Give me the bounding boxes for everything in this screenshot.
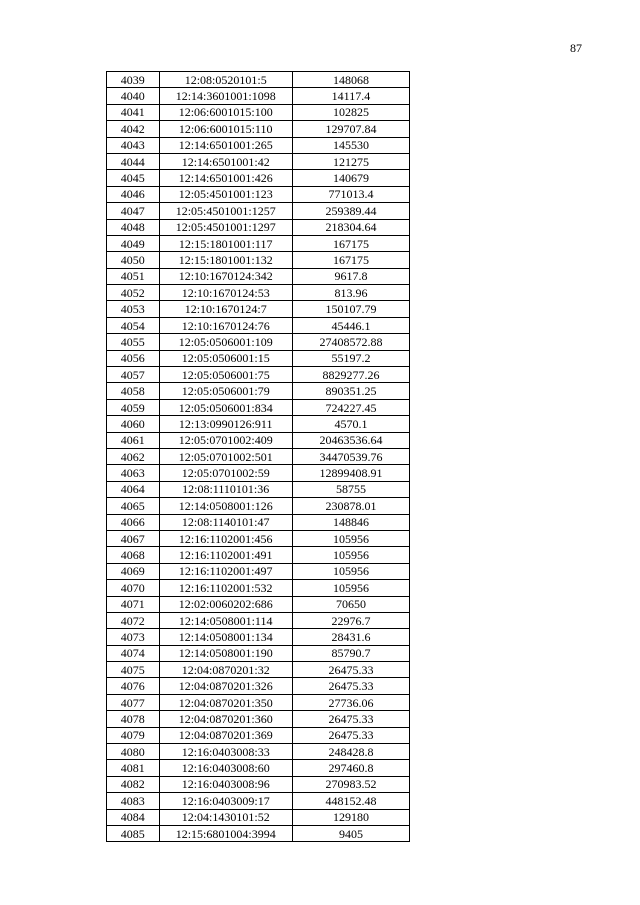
table-row — [107, 662, 410, 678]
table-row — [107, 137, 410, 153]
row-number-cell: 4065 — [107, 498, 160, 514]
cadastral-number-cell: 12:15:1801001:132 — [159, 252, 292, 268]
cadastral-value-cell: 85790.7 — [292, 645, 409, 661]
row-number-cell: 4062 — [107, 448, 160, 464]
cadastral-value-cell: 9405 — [292, 825, 409, 841]
cadastral-number-cell: 12:14:0508001:114 — [159, 612, 292, 628]
table-row — [107, 448, 410, 464]
cadastral-number-cell: 12:06:6001015:100 — [159, 104, 292, 120]
table-row — [107, 629, 410, 645]
cadastral-value-cell: 22976.7 — [292, 612, 409, 628]
row-number-cell: 4072 — [107, 612, 160, 628]
row-number-cell: 4077 — [107, 694, 160, 710]
table-row — [107, 825, 410, 841]
row-number-cell: 4066 — [107, 514, 160, 530]
row-number-cell: 4061 — [107, 432, 160, 448]
cadastral-value-cell: 140679 — [292, 170, 409, 186]
page-number: 87 — [570, 41, 582, 55]
table-row — [107, 432, 410, 448]
cadastral-number-cell: 12:16:0403008:60 — [159, 760, 292, 776]
row-number-cell: 4084 — [107, 809, 160, 825]
cadastral-number-cell: 12:05:4501001:1257 — [159, 203, 292, 219]
table-row — [107, 301, 410, 317]
cadastral-value-cell: 105956 — [292, 530, 409, 546]
table-row — [107, 760, 410, 776]
cadastral-value-cell: 12899408.91 — [292, 465, 409, 481]
row-number-cell: 4048 — [107, 219, 160, 235]
cadastral-value-cell: 105956 — [292, 580, 409, 596]
table-row — [107, 498, 410, 514]
cadastral-value-cell: 105956 — [292, 563, 409, 579]
row-number-cell: 4044 — [107, 153, 160, 169]
table-row — [107, 744, 410, 760]
table-row — [107, 580, 410, 596]
cadastral-number-cell: 12:15:1801001:117 — [159, 235, 292, 251]
cadastral-number-cell: 12:06:6001015:110 — [159, 121, 292, 137]
cadastral-value-cell: 8829277.26 — [292, 367, 409, 383]
cadastral-value-cell: 28431.6 — [292, 629, 409, 645]
table-row — [107, 612, 410, 628]
table-row — [107, 367, 410, 383]
table-row — [107, 416, 410, 432]
table-row — [107, 104, 410, 120]
row-number-cell: 4055 — [107, 334, 160, 350]
cadastral-number-cell: 12:04:0870201:360 — [159, 711, 292, 727]
cadastral-number-cell: 12:14:6501001:426 — [159, 170, 292, 186]
row-number-cell: 4063 — [107, 465, 160, 481]
cadastral-number-cell: 12:15:6801004:3994 — [159, 825, 292, 841]
row-number-cell: 4079 — [107, 727, 160, 743]
cadastral-number-cell: 12:05:0506001:79 — [159, 383, 292, 399]
cadastral-value-cell: 26475.33 — [292, 727, 409, 743]
cadastral-value-cell: 724227.45 — [292, 399, 409, 415]
table-row — [107, 153, 410, 169]
cadastral-value-cell: 20463536.64 — [292, 432, 409, 448]
cadastral-number-cell: 12:04:0870201:32 — [159, 662, 292, 678]
cadastral-number-cell: 12:14:0508001:126 — [159, 498, 292, 514]
cadastral-value-cell: 218304.64 — [292, 219, 409, 235]
row-number-cell: 4043 — [107, 137, 160, 153]
table-row — [107, 530, 410, 546]
row-number-cell: 4049 — [107, 235, 160, 251]
table-body — [107, 72, 410, 842]
row-number-cell: 4041 — [107, 104, 160, 120]
cadastral-number-cell: 12:08:1140101:47 — [159, 514, 292, 530]
row-number-cell: 4057 — [107, 367, 160, 383]
row-number-cell: 4039 — [107, 72, 160, 88]
cadastral-number-cell: 12:16:0403008:33 — [159, 744, 292, 760]
row-number-cell: 4058 — [107, 383, 160, 399]
row-number-cell: 4067 — [107, 530, 160, 546]
cadastral-value-cell: 14117.4 — [292, 88, 409, 104]
row-number-cell: 4076 — [107, 678, 160, 694]
table-row — [107, 596, 410, 612]
cadastral-number-cell: 12:05:0701002:409 — [159, 432, 292, 448]
cadastral-value-cell: 34470539.76 — [292, 448, 409, 464]
cadastral-value-cell: 55197.2 — [292, 350, 409, 366]
cadastral-number-cell: 12:02:0060202:686 — [159, 596, 292, 612]
cadastral-value-cell: 148068 — [292, 72, 409, 88]
table-row — [107, 121, 410, 137]
cadastral-number-cell: 12:04:0870201:350 — [159, 694, 292, 710]
row-number-cell: 4046 — [107, 186, 160, 202]
cadastral-value-cell: 4570.1 — [292, 416, 409, 432]
cadastral-value-table — [106, 71, 410, 842]
cadastral-value-cell: 129707.84 — [292, 121, 409, 137]
cadastral-number-cell: 12:05:0506001:834 — [159, 399, 292, 415]
table-row — [107, 514, 410, 530]
row-number-cell: 4054 — [107, 317, 160, 333]
cadastral-value-cell: 45446.1 — [292, 317, 409, 333]
cadastral-number-cell: 12:16:1102001:491 — [159, 547, 292, 563]
table-row — [107, 563, 410, 579]
row-number-cell: 4056 — [107, 350, 160, 366]
cadastral-value-cell: 105956 — [292, 547, 409, 563]
row-number-cell: 4040 — [107, 88, 160, 104]
row-number-cell: 4064 — [107, 481, 160, 497]
row-number-cell: 4075 — [107, 662, 160, 678]
cadastral-value-cell: 70650 — [292, 596, 409, 612]
cadastral-number-cell: 12:05:0506001:75 — [159, 367, 292, 383]
cadastral-number-cell: 12:13:0990126:911 — [159, 416, 292, 432]
cadastral-value-cell: 259389.44 — [292, 203, 409, 219]
row-number-cell: 4053 — [107, 301, 160, 317]
row-number-cell: 4070 — [107, 580, 160, 596]
cadastral-number-cell: 12:16:1102001:532 — [159, 580, 292, 596]
row-number-cell: 4060 — [107, 416, 160, 432]
row-number-cell: 4052 — [107, 285, 160, 301]
table-row — [107, 334, 410, 350]
cadastral-value-cell: 448152.48 — [292, 793, 409, 809]
cadastral-value-cell: 26475.33 — [292, 711, 409, 727]
cadastral-value-cell: 129180 — [292, 809, 409, 825]
row-number-cell: 4081 — [107, 760, 160, 776]
cadastral-value-cell: 148846 — [292, 514, 409, 530]
cadastral-number-cell: 12:05:0701002:501 — [159, 448, 292, 464]
table-row — [107, 317, 410, 333]
cadastral-number-cell: 12:08:0520101:5 — [159, 72, 292, 88]
cadastral-number-cell: 12:16:0403009:17 — [159, 793, 292, 809]
cadastral-number-cell: 12:16:1102001:497 — [159, 563, 292, 579]
cadastral-value-cell: 890351.25 — [292, 383, 409, 399]
cadastral-value-cell: 102825 — [292, 104, 409, 120]
table-row — [107, 285, 410, 301]
cadastral-value-cell: 26475.33 — [292, 662, 409, 678]
cadastral-number-cell: 12:14:6501001:265 — [159, 137, 292, 153]
cadastral-number-cell: 12:05:0506001:15 — [159, 350, 292, 366]
row-number-cell: 4083 — [107, 793, 160, 809]
row-number-cell: 4050 — [107, 252, 160, 268]
cadastral-value-cell: 167175 — [292, 235, 409, 251]
cadastral-value-cell: 771013.4 — [292, 186, 409, 202]
row-number-cell: 4068 — [107, 547, 160, 563]
row-number-cell: 4051 — [107, 268, 160, 284]
cadastral-value-cell: 270983.52 — [292, 776, 409, 792]
cadastral-number-cell: 12:14:0508001:134 — [159, 629, 292, 645]
table-row — [107, 252, 410, 268]
row-number-cell: 4080 — [107, 744, 160, 760]
row-number-cell: 4082 — [107, 776, 160, 792]
cadastral-number-cell: 12:08:1110101:36 — [159, 481, 292, 497]
cadastral-value-cell: 248428.8 — [292, 744, 409, 760]
cadastral-number-cell: 12:04:0870201:326 — [159, 678, 292, 694]
cadastral-value-cell: 27736.06 — [292, 694, 409, 710]
cadastral-number-cell: 12:10:1670124:7 — [159, 301, 292, 317]
table-row — [107, 235, 410, 251]
row-number-cell: 4078 — [107, 711, 160, 727]
row-number-cell: 4071 — [107, 596, 160, 612]
table-row — [107, 72, 410, 88]
cadastral-value-cell: 297460.8 — [292, 760, 409, 776]
cadastral-value-cell: 27408572.88 — [292, 334, 409, 350]
cadastral-value-cell: 121275 — [292, 153, 409, 169]
cadastral-number-cell: 12:05:0506001:109 — [159, 334, 292, 350]
cadastral-value-cell: 150107.79 — [292, 301, 409, 317]
table-row — [107, 481, 410, 497]
cadastral-number-cell: 12:16:1102001:456 — [159, 530, 292, 546]
row-number-cell: 4042 — [107, 121, 160, 137]
cadastral-number-cell: 12:05:0701002:59 — [159, 465, 292, 481]
cadastral-number-cell: 12:14:6501001:42 — [159, 153, 292, 169]
table-row — [107, 383, 410, 399]
table-row — [107, 727, 410, 743]
cadastral-number-cell: 12:14:3601001:1098 — [159, 88, 292, 104]
table-row — [107, 203, 410, 219]
table-row — [107, 793, 410, 809]
table-row — [107, 399, 410, 415]
cadastral-value-cell: 9617.8 — [292, 268, 409, 284]
row-number-cell: 4059 — [107, 399, 160, 415]
cadastral-number-cell: 12:04:0870201:369 — [159, 727, 292, 743]
table-row — [107, 465, 410, 481]
cadastral-value-cell: 813.96 — [292, 285, 409, 301]
row-number-cell: 4074 — [107, 645, 160, 661]
cadastral-value-cell: 58755 — [292, 481, 409, 497]
cadastral-number-cell: 12:05:4501001:1297 — [159, 219, 292, 235]
cadastral-number-cell: 12:10:1670124:342 — [159, 268, 292, 284]
table-row — [107, 547, 410, 563]
row-number-cell: 4047 — [107, 203, 160, 219]
row-number-cell: 4085 — [107, 825, 160, 841]
row-number-cell: 4069 — [107, 563, 160, 579]
cadastral-value-cell: 167175 — [292, 252, 409, 268]
cadastral-number-cell: 12:14:0508001:190 — [159, 645, 292, 661]
row-number-cell: 4045 — [107, 170, 160, 186]
table-row — [107, 645, 410, 661]
table-row — [107, 186, 410, 202]
row-number-cell: 4073 — [107, 629, 160, 645]
cadastral-number-cell: 12:04:1430101:52 — [159, 809, 292, 825]
table-row — [107, 219, 410, 235]
cadastral-value-cell: 145530 — [292, 137, 409, 153]
table-row — [107, 694, 410, 710]
table-row — [107, 678, 410, 694]
cadastral-number-cell: 12:05:4501001:123 — [159, 186, 292, 202]
cadastral-number-cell: 12:10:1670124:76 — [159, 317, 292, 333]
table-row — [107, 268, 410, 284]
cadastral-number-cell: 12:10:1670124:53 — [159, 285, 292, 301]
table-row — [107, 170, 410, 186]
table-row — [107, 88, 410, 104]
table-row — [107, 776, 410, 792]
table-row — [107, 350, 410, 366]
cadastral-value-cell: 26475.33 — [292, 678, 409, 694]
cadastral-number-cell: 12:16:0403008:96 — [159, 776, 292, 792]
table-row — [107, 809, 410, 825]
table-row — [107, 711, 410, 727]
cadastral-value-cell: 230878.01 — [292, 498, 409, 514]
